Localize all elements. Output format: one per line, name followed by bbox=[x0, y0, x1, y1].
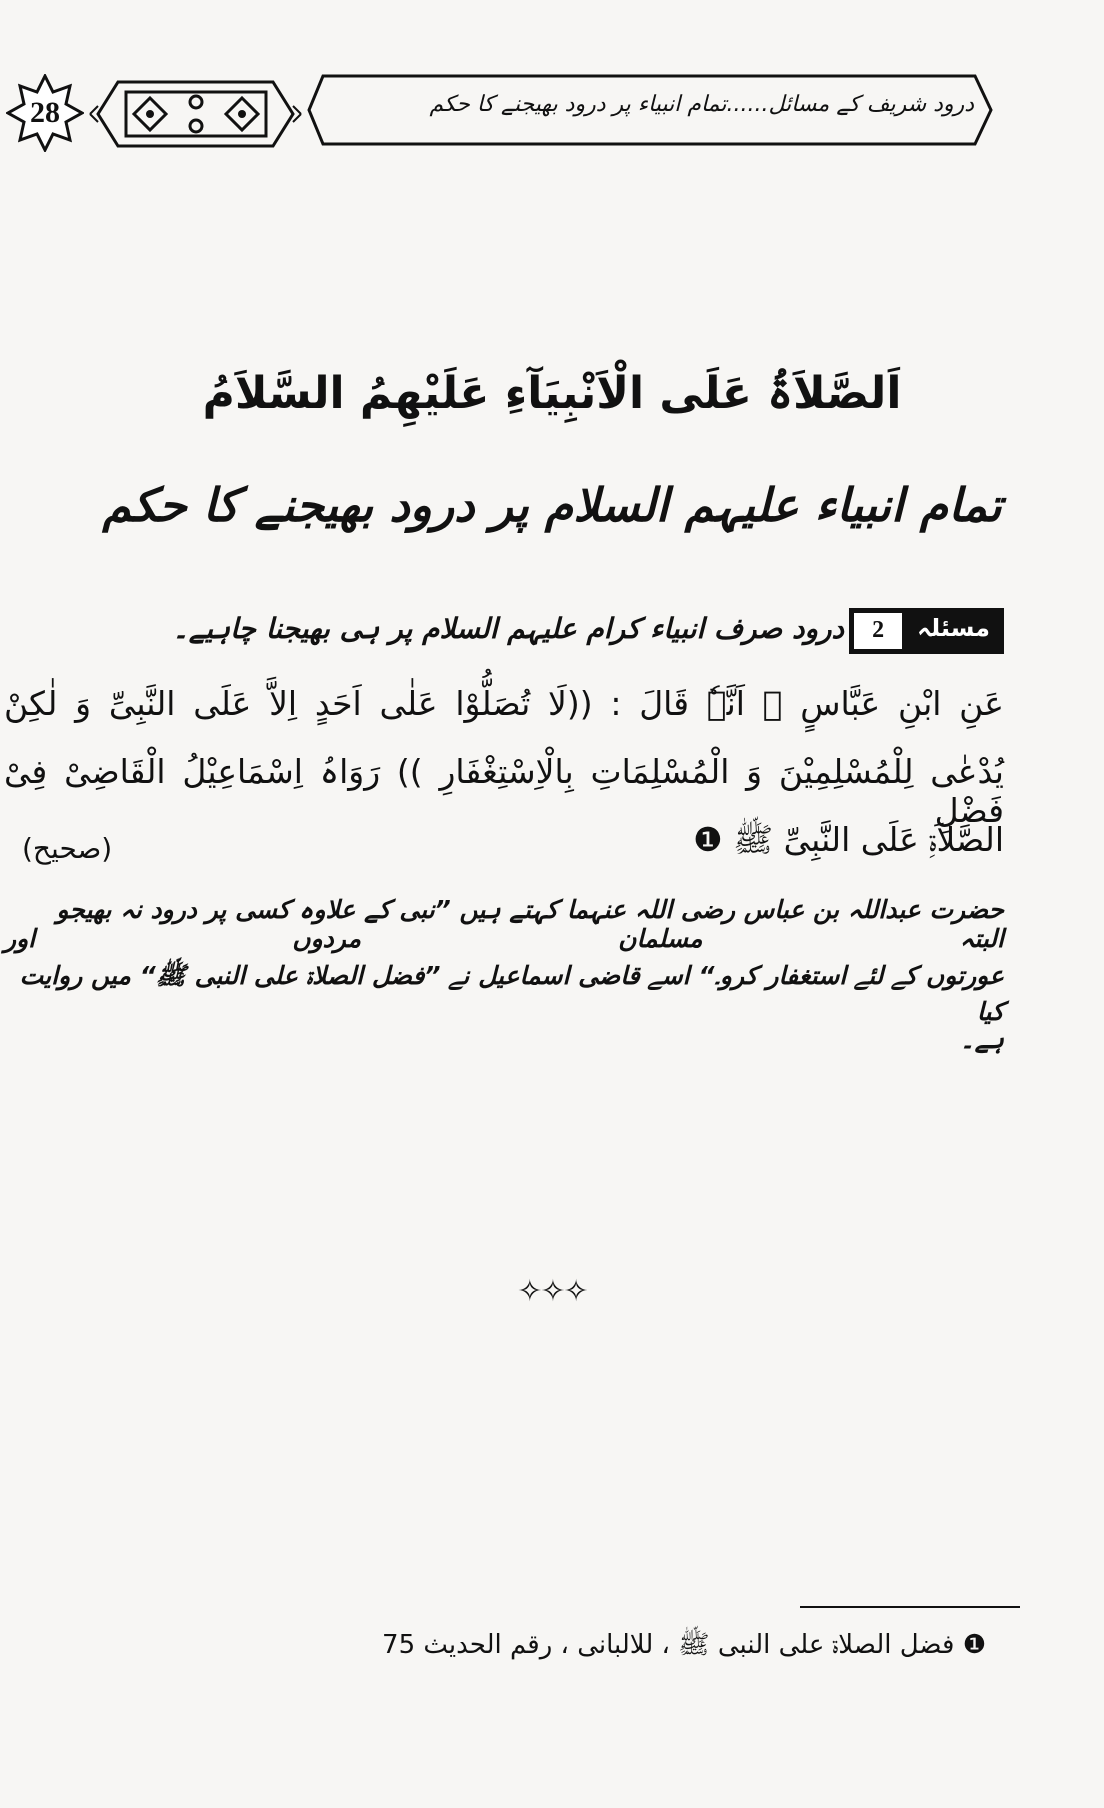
footnote-marker: ❶ bbox=[962, 1630, 986, 1660]
issue-number: 2 bbox=[854, 613, 902, 649]
decorative-ornament-icon bbox=[88, 78, 303, 150]
issue-label: مسئلہ bbox=[905, 610, 1002, 652]
issue-label-box bbox=[849, 608, 1004, 654]
chapter-title-arabic: اَلصَّلاَۃُ عَلَی الْاَنْبِیَآءِ عَلَیْھِمُ السَّلاَمُ bbox=[202, 368, 902, 419]
hadith-grade: (صحیح) bbox=[22, 832, 113, 865]
chapter-title-urdu: تمام انبیاء علیہم السلام پر درود بھیجنے کا حکم bbox=[102, 478, 1002, 532]
page-number: 28 bbox=[30, 96, 60, 129]
translation-line: عورتوں کے لئے استغفار کرو۔“ اسے قاضی اسماعیل نے ”فضل الصلاۃ علی النبی ﷺ“ میں روایت کیا bbox=[19, 961, 1004, 1026]
translation-line: ہے۔ bbox=[960, 1025, 1004, 1054]
issue-statement: درود صرف انبیاء کرام علیہم السلام پر ہی بھیجنا چاہیے۔ bbox=[172, 612, 844, 645]
translation-line: حضرت عبداللہ بن عباس رضی اللہ عنہما کہتے ہیں ”نبی کے علاوہ کسی پر درود نہ بھیجو البتہ مسلمان مردوں اور bbox=[4, 895, 1004, 953]
running-header-title: درود شریف کے مسائل......تمام انبیاء پر درود بھیجنے کا حکم bbox=[429, 92, 974, 117]
hadith-line: الصَّلاَۃِ عَلَی النَّبِیِّ ﷺ ❶ bbox=[693, 820, 1004, 859]
hadith-line: یُدْعٰی لِلْمُسْلِمِیْنَ وَ الْمُسْلِمَاتِ بِالْاِسْتِغْفَارِ )) رَوَاہُ اِسْمَاعِیْلُ الْقَاضِیْ فِیْ فَضْلِ bbox=[4, 752, 1004, 830]
hadith-line: عَنِ ابْنِ عَبَّاسٍ ﷺ اَنَّہٗ قَالَ : ((لَا تُصَلُّوْا عَلٰی اَحَدٍ اِلاَّ عَلَی النَّبِیِّ وَ لٰکِنْ bbox=[4, 684, 1004, 723]
footnote-text: فضل الصلاۃ علی النبی ﷺ ، للالبانی ، رقم الحدیث 75 bbox=[382, 1630, 955, 1660]
footnote bbox=[382, 1628, 986, 1666]
footnote-divider bbox=[800, 1606, 1020, 1608]
section-separator-stars: ✧✧✧ bbox=[517, 1274, 587, 1309]
